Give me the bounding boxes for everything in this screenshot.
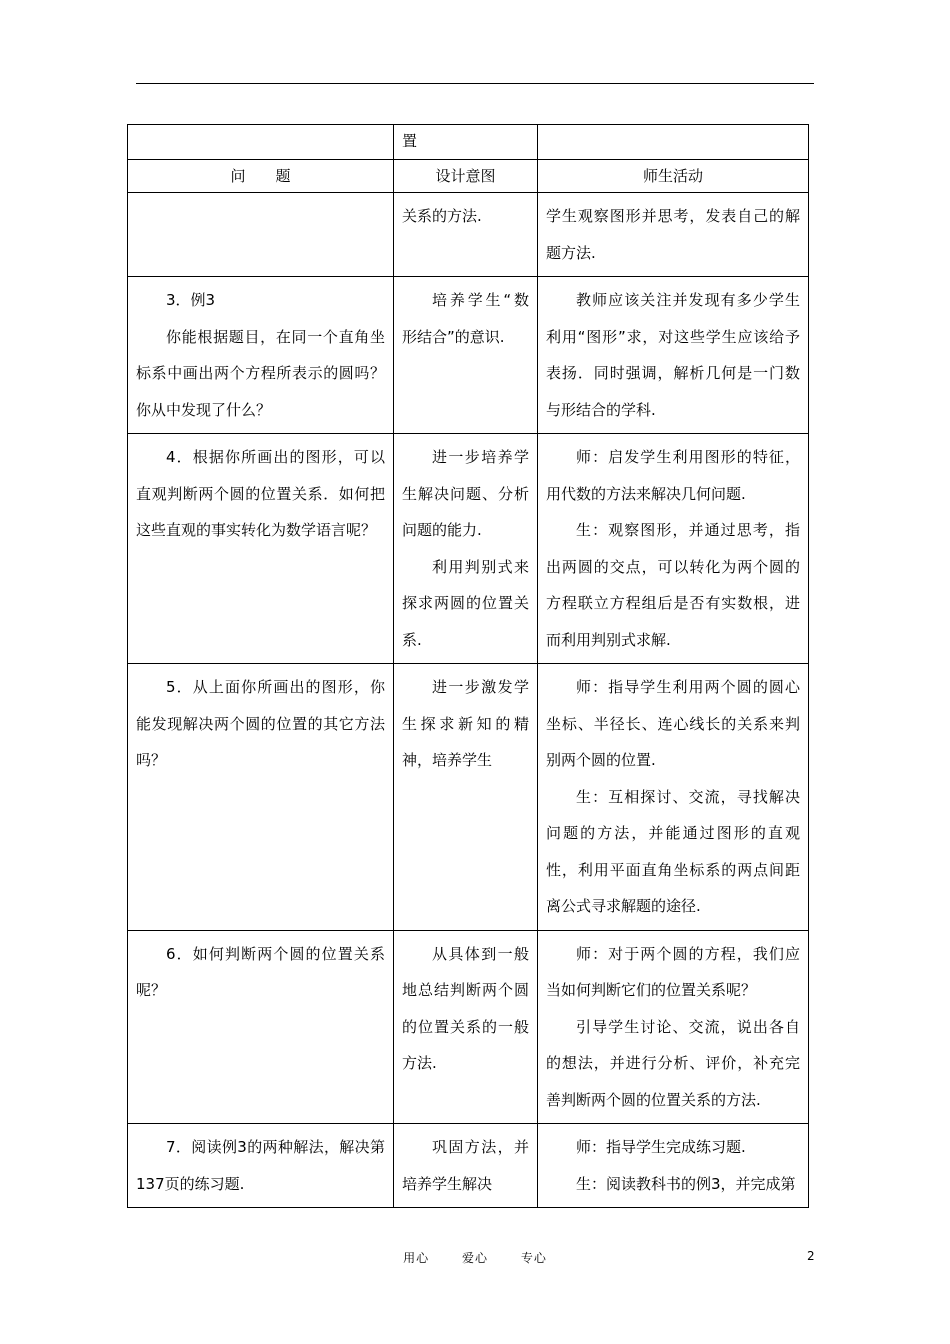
cell-paragraph: 进一步激发学生探求新知的精神，培养学生 bbox=[402, 678, 529, 769]
intent-cell bbox=[394, 193, 538, 277]
cell-paragraph: 巩固方法，并培养学生解决 bbox=[402, 1138, 529, 1193]
lesson-table bbox=[127, 124, 809, 1208]
cell-paragraph: 师：指导学生完成练习题. bbox=[576, 1138, 746, 1156]
header-activity: 师生活动 bbox=[538, 160, 809, 193]
activity-cell bbox=[538, 193, 809, 277]
cell-paragraph: 从具体到一般地总结判断两个圆的位置关系的一般方法. bbox=[402, 944, 529, 1072]
intent-cell bbox=[394, 1124, 538, 1208]
intent-cell bbox=[394, 664, 538, 931]
cell-paragraph: 5．从上面你所画出的图形，你能发现解决两个圆的位置的其它方法吗？ bbox=[136, 678, 385, 769]
cell-paragraph: 7．阅读例3的两种解法，解决第137页的练习题. bbox=[136, 1138, 385, 1193]
footer-item: 爱心 bbox=[461, 1251, 488, 1265]
cell-paragraph: 师：启发学生利用图形的特征，用代数的方法来解决几何问题. bbox=[546, 448, 800, 503]
cell-paragraph: 师：对于两个圆的方程，我们应当如何判断它们的位置关系呢？ bbox=[546, 944, 800, 999]
question-cell bbox=[128, 277, 394, 434]
activity-cell bbox=[538, 664, 809, 931]
cell-paragraph: 6．如何判断两个圆的位置关系呢？ bbox=[136, 944, 385, 999]
table-row bbox=[128, 277, 809, 434]
table-row bbox=[128, 930, 809, 1124]
activity-cell bbox=[538, 930, 809, 1124]
cell-paragraph: 你能根据题目，在同一个直角坐标系中画出两个方程所表示的圆吗？你从中发现了什么？ bbox=[136, 327, 385, 419]
question-cell bbox=[128, 434, 394, 664]
cell-paragraph: 学生观察图形并思考，发表自己的解题方法. bbox=[546, 207, 800, 262]
cell-paragraph: 进一步培养学生解决问题、分析问题的能力. bbox=[402, 448, 529, 539]
intent-cell bbox=[394, 930, 538, 1124]
footer-item: 专心 bbox=[520, 1251, 547, 1265]
cell-paragraph: 教师应该关注并发现有多少学生利用“图形”求，对这些学生应该给予表扬．同时强调，解析几何是一门数与形结合的学科. bbox=[546, 291, 800, 419]
page-number: 2 bbox=[807, 1249, 815, 1263]
question-cell bbox=[128, 930, 394, 1124]
cell-paragraph: 利用判别式来探求两圆的位置关系. bbox=[402, 557, 529, 649]
cell-paragraph: 生：阅读教科书的例3，并完成第 bbox=[576, 1174, 796, 1193]
cell-paragraph: 生：观察图形，并通过思考，指出两圆的交点，可以转化为两个圆的方程联立方程组后是否有实数根，进而利用判别式求解. bbox=[546, 521, 800, 649]
intent-cell bbox=[394, 277, 538, 434]
footer-item: 用心 bbox=[403, 1251, 430, 1265]
activity-cell bbox=[538, 277, 809, 434]
header-question: 问 题 bbox=[128, 160, 394, 193]
question-cell bbox=[128, 193, 394, 277]
cell-paragraph: 4．根据你所画出的图形，可以直观判断两个圆的位置关系．如何把这些直观的事实转化为数学语言呢？ bbox=[136, 448, 385, 539]
header-row bbox=[128, 160, 809, 193]
continued-intent-cell: 置 bbox=[394, 125, 538, 160]
table-row bbox=[128, 1124, 809, 1208]
intent-cell bbox=[394, 434, 538, 664]
cell-paragraph: 引导学生讨论、交流，说出各自的想法，并进行分析、评价，补充完善判断两个圆的位置关系的方法. bbox=[546, 1017, 800, 1109]
table-row bbox=[128, 193, 809, 277]
activity-cell bbox=[538, 434, 809, 664]
cell-paragraph: 师：指导学生利用两个圆的圆心坐标、半径长、连心线长的关系来判别两个圆的位置. bbox=[546, 678, 800, 769]
table-row bbox=[128, 434, 809, 664]
cell-paragraph: 关系的方法. bbox=[402, 207, 482, 225]
question-cell bbox=[128, 664, 394, 931]
cell-paragraph: 3．例3 bbox=[166, 291, 216, 309]
continued-row bbox=[128, 125, 809, 160]
cell-paragraph: 生：互相探讨、交流，寻找解决问题的方法，并能通过图形的直观性，利用平面直角坐标系的两点间距离公式寻求解题的途径. bbox=[546, 787, 800, 915]
header-rule bbox=[136, 83, 814, 84]
table-row bbox=[128, 664, 809, 931]
header-intent: 设计意图 bbox=[394, 160, 538, 193]
cell-paragraph: 培养学生“数形结合”的意识. bbox=[402, 291, 529, 346]
continued-activity-cell bbox=[538, 125, 809, 160]
activity-cell bbox=[538, 1124, 809, 1208]
continued-empty-cell bbox=[128, 125, 394, 160]
question-cell bbox=[128, 1124, 394, 1208]
